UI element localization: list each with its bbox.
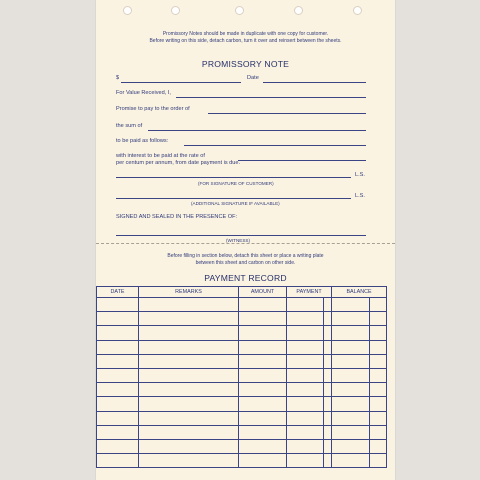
witness-signature-field[interactable] xyxy=(116,235,366,236)
amount-cell[interactable] xyxy=(239,312,287,326)
table-row xyxy=(97,439,387,453)
amount-cell[interactable] xyxy=(239,340,287,354)
interest-rate-field[interactable] xyxy=(238,160,366,161)
binder-hole xyxy=(235,6,244,15)
payment-cell[interactable] xyxy=(287,326,324,340)
interest-terms-text: per centum per annum, from date payment is due. xyxy=(116,160,241,166)
payment-cell[interactable] xyxy=(287,425,324,439)
balance-cell[interactable] xyxy=(332,425,370,439)
remarks-cell[interactable] xyxy=(139,425,239,439)
amount-cell[interactable] xyxy=(239,425,287,439)
customer-signature-caption: (FOR SIGNATURE OF CUSTOMER) xyxy=(198,181,274,186)
table-row xyxy=(97,425,387,439)
payment-terms-field[interactable] xyxy=(184,145,366,146)
remarks-cell[interactable] xyxy=(139,439,239,453)
ls-mark-2: L.S. xyxy=(355,193,365,199)
date-field[interactable] xyxy=(263,82,366,83)
date-cell[interactable] xyxy=(97,439,139,453)
column-header-date: DATE xyxy=(97,287,139,298)
payment-cell[interactable] xyxy=(287,354,324,368)
binder-hole xyxy=(171,6,180,15)
balance-cents-cell[interactable] xyxy=(370,397,387,411)
balance-cell[interactable] xyxy=(332,312,370,326)
payment-cell[interactable] xyxy=(287,368,324,382)
balance-cents-cell[interactable] xyxy=(370,312,387,326)
payment-record-header-row xyxy=(97,287,387,298)
promissory-note-title: PROMISSORY NOTE xyxy=(201,59,290,69)
payment-cents-cell[interactable] xyxy=(324,298,332,312)
date-cell[interactable] xyxy=(97,383,139,397)
table-row xyxy=(97,454,387,468)
balance-cents-cell[interactable] xyxy=(370,298,387,312)
balance-cents-cell[interactable] xyxy=(370,354,387,368)
payment-record-body xyxy=(97,298,387,468)
date-label: Date xyxy=(247,75,259,81)
column-header-balance: BALANCE xyxy=(332,287,387,298)
remarks-cell[interactable] xyxy=(139,340,239,354)
payment-cents-cell[interactable] xyxy=(324,439,332,453)
balance-cents-cell[interactable] xyxy=(370,425,387,439)
amount-cell[interactable] xyxy=(239,383,287,397)
payment-cell[interactable] xyxy=(287,340,324,354)
balance-cell[interactable] xyxy=(332,354,370,368)
remarks-cell[interactable] xyxy=(139,368,239,382)
balance-cell[interactable] xyxy=(332,298,370,312)
perforation-line xyxy=(96,243,395,244)
balance-cell[interactable] xyxy=(332,340,370,354)
amount-cell[interactable] xyxy=(239,454,287,468)
payment-cents-cell[interactable] xyxy=(324,425,332,439)
payee-field[interactable] xyxy=(208,113,366,114)
balance-cents-cell[interactable] xyxy=(370,411,387,425)
payment-cell[interactable] xyxy=(287,411,324,425)
witness-caption: (WITNESS) xyxy=(226,238,250,243)
customer-signature-field[interactable] xyxy=(116,177,351,178)
payment-cents-cell[interactable] xyxy=(324,411,332,425)
date-cell[interactable] xyxy=(97,298,139,312)
balance-cell[interactable] xyxy=(332,368,370,382)
date-cell[interactable] xyxy=(97,425,139,439)
remarks-cell[interactable] xyxy=(139,354,239,368)
table-row xyxy=(97,326,387,340)
payment-cents-cell[interactable] xyxy=(324,383,332,397)
date-cell[interactable] xyxy=(97,326,139,340)
paid-as-follows-label: to be paid as follows: xyxy=(116,138,169,144)
promise-label: Promise to pay to the order of xyxy=(116,106,190,112)
table-row xyxy=(97,354,387,368)
balance-cents-cell[interactable] xyxy=(370,383,387,397)
additional-signature-caption: (ADDITIONAL SIGNATURE IF AVAILABLE) xyxy=(191,201,280,206)
balance-cents-cell[interactable] xyxy=(370,439,387,453)
additional-signature-field[interactable] xyxy=(116,198,351,199)
carbon-instruction-line-2: Before writing on this side, detach carbon, turn it over and reinsert between the sheets. xyxy=(149,38,342,44)
payment-cents-cell[interactable] xyxy=(324,354,332,368)
date-cell[interactable] xyxy=(97,354,139,368)
balance-cell[interactable] xyxy=(332,326,370,340)
amount-cell[interactable] xyxy=(239,354,287,368)
amount-cell[interactable] xyxy=(239,397,287,411)
payment-cents-cell[interactable] xyxy=(324,312,332,326)
amount-cell[interactable] xyxy=(239,439,287,453)
value-received-label: For Value Received, I, xyxy=(116,90,171,96)
amount-cell[interactable] xyxy=(239,298,287,312)
sum-field[interactable] xyxy=(148,130,366,131)
payment-cell[interactable] xyxy=(287,383,324,397)
table-row xyxy=(97,383,387,397)
remarks-cell[interactable] xyxy=(139,298,239,312)
payment-cell[interactable] xyxy=(287,397,324,411)
detach-instruction-line-2: between this sheet and carbon on other side. xyxy=(195,260,296,266)
ls-mark-1: L.S. xyxy=(355,172,365,178)
date-cell[interactable] xyxy=(97,368,139,382)
payment-cents-cell[interactable] xyxy=(324,454,332,468)
payment-cell[interactable] xyxy=(287,454,324,468)
promissory-note-sheet xyxy=(96,0,395,480)
remarks-cell[interactable] xyxy=(139,454,239,468)
payment-cell[interactable] xyxy=(287,312,324,326)
payment-cell[interactable] xyxy=(287,439,324,453)
date-cell[interactable] xyxy=(97,397,139,411)
balance-cell[interactable] xyxy=(332,411,370,425)
remarks-cell[interactable] xyxy=(139,411,239,425)
interest-rate-label: with interest to be paid at the rate of xyxy=(116,153,205,159)
balance-cell[interactable] xyxy=(332,454,370,468)
balance-cell[interactable] xyxy=(332,439,370,453)
column-header-amount: AMOUNT xyxy=(239,287,287,298)
payment-record-title: PAYMENT RECORD xyxy=(204,273,287,283)
payment-cents-cell[interactable] xyxy=(324,368,332,382)
balance-cents-cell[interactable] xyxy=(370,340,387,354)
payment-cents-cell[interactable] xyxy=(324,397,332,411)
table-row xyxy=(97,368,387,382)
payment-cents-cell[interactable] xyxy=(324,340,332,354)
balance-cents-cell[interactable] xyxy=(370,454,387,468)
column-header-remarks: REMARKS xyxy=(139,287,239,298)
detach-instruction-line-1: Before filling in section below, detach this sheet or place a writing plate xyxy=(167,253,324,259)
remarks-cell[interactable] xyxy=(139,397,239,411)
payment-cents-cell[interactable] xyxy=(324,326,332,340)
signed-sealed-label: SIGNED AND SEALED IN THE PRESENCE OF: xyxy=(116,214,238,220)
table-row xyxy=(97,312,387,326)
column-header-payment: PAYMENT xyxy=(287,287,332,298)
sum-label: the sum of xyxy=(116,123,143,129)
balance-cents-cell[interactable] xyxy=(370,368,387,382)
date-cell[interactable] xyxy=(97,312,139,326)
date-cell[interactable] xyxy=(97,340,139,354)
remarks-cell[interactable] xyxy=(139,312,239,326)
amount-field[interactable] xyxy=(121,82,241,83)
dollar-label: $ xyxy=(116,75,120,81)
amount-cell[interactable] xyxy=(239,326,287,340)
binder-hole xyxy=(123,6,132,15)
date-cell[interactable] xyxy=(97,454,139,468)
table-row xyxy=(97,411,387,425)
balance-cell[interactable] xyxy=(332,397,370,411)
binder-hole xyxy=(294,6,303,15)
binder-hole xyxy=(353,6,362,15)
remarks-cell[interactable] xyxy=(139,326,239,340)
payment-cell[interactable] xyxy=(287,298,324,312)
amount-cell[interactable] xyxy=(239,368,287,382)
table-row xyxy=(97,298,387,312)
table-row xyxy=(97,340,387,354)
carbon-instruction-line-1: Promissory Notes should be made in duplicate with one copy for customer. xyxy=(162,31,329,37)
date-cell[interactable] xyxy=(97,411,139,425)
balance-cell[interactable] xyxy=(332,383,370,397)
balance-cents-cell[interactable] xyxy=(370,326,387,340)
table-row xyxy=(97,397,387,411)
borrower-name-field[interactable] xyxy=(176,97,366,98)
payment-record-table xyxy=(96,286,387,468)
amount-cell[interactable] xyxy=(239,411,287,425)
remarks-cell[interactable] xyxy=(139,383,239,397)
